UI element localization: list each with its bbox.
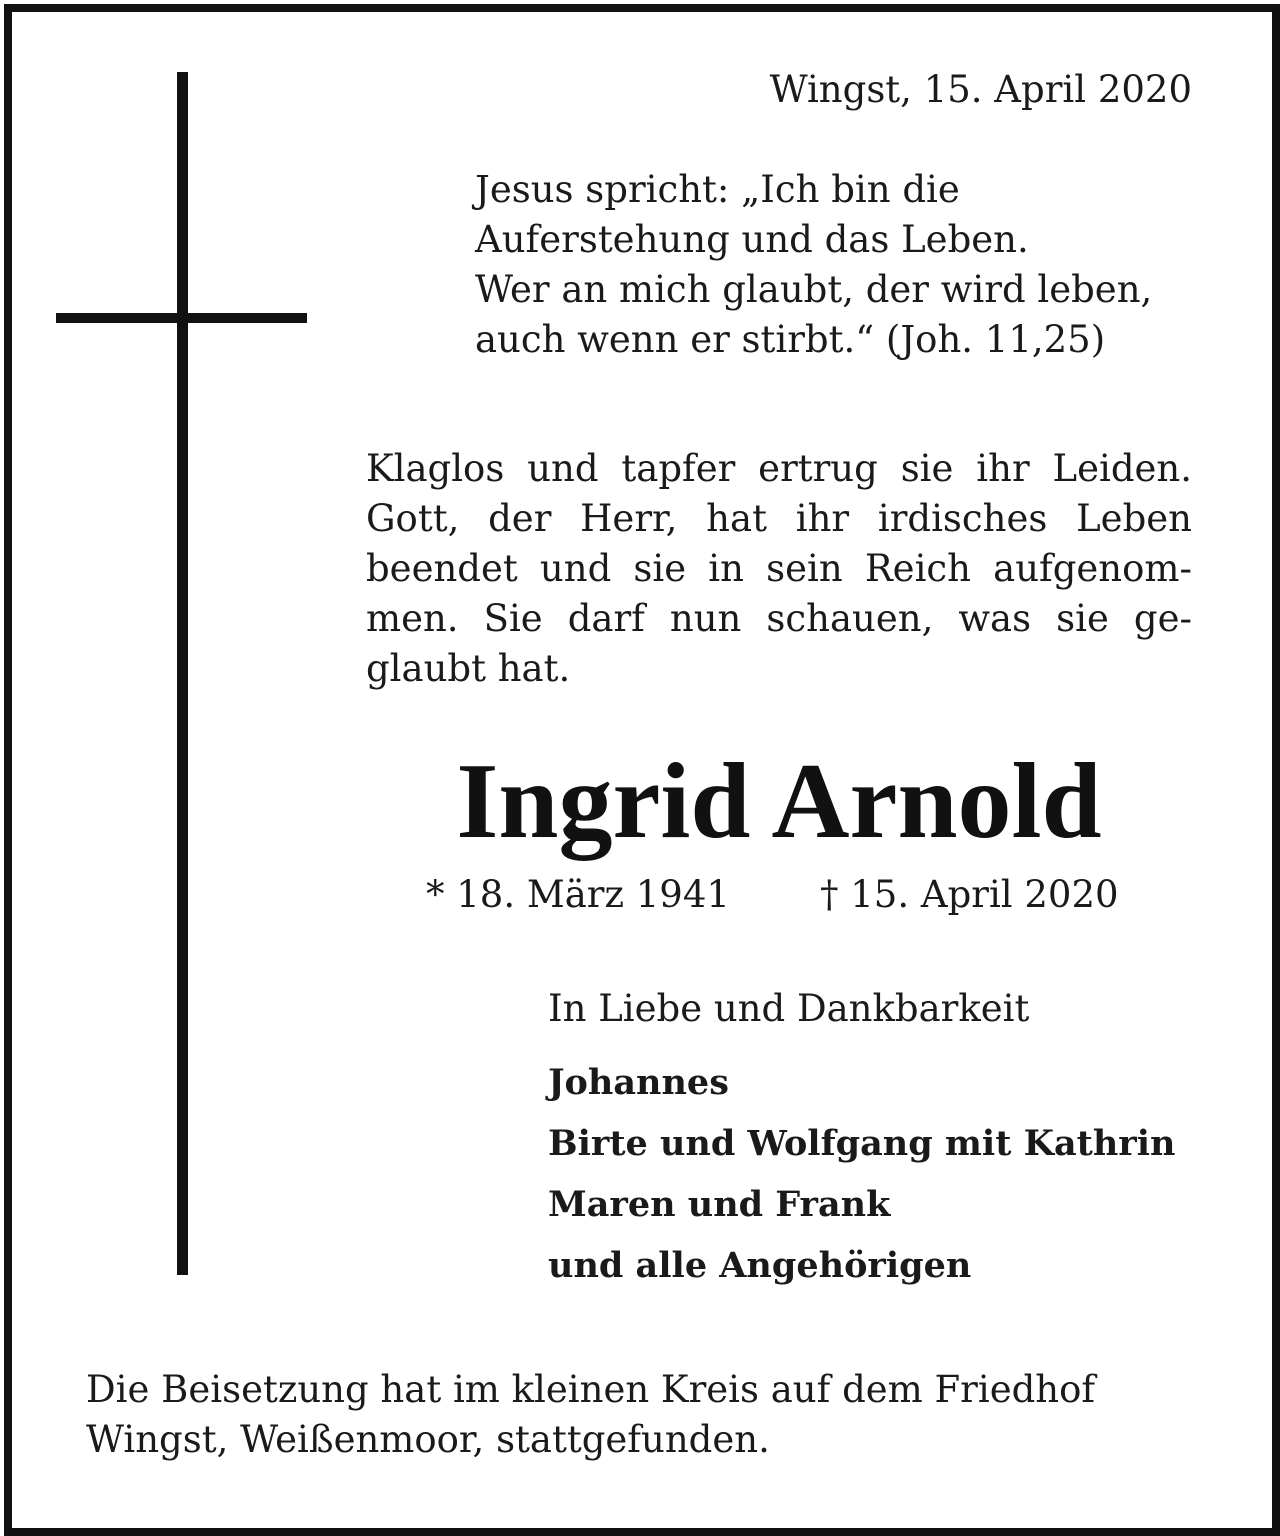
mourner-name: Birte und Wolfgang mit Kathrin xyxy=(548,1123,1176,1164)
verse-line: Wer an mich glaubt, der wird leben, xyxy=(475,268,1153,311)
thanks-line: In Liebe und Dankbarkeit xyxy=(548,987,1030,1030)
footer-line: Die Beisetzung hat im kleinen Kreis auf dem Friedhof xyxy=(86,1368,1096,1411)
birth-date: * 18. März 1941 xyxy=(426,873,730,916)
cross-icon xyxy=(177,72,188,1275)
burial-note xyxy=(86,1365,1192,1465)
cross-bar xyxy=(56,313,307,323)
bible-verse xyxy=(475,165,1152,365)
mourner-name: Maren und Frank xyxy=(548,1184,891,1225)
paragraph-line: beendet und sie in sein Reich aufgenom- xyxy=(366,547,1192,590)
mourner-name: und alle Angehörigen xyxy=(548,1245,972,1286)
paragraph-line: Gott, der Herr, hat ihr irdisches Leben xyxy=(366,497,1192,540)
mourners-list xyxy=(548,1052,1175,1296)
paragraph-line: men. Sie darf nun schauen, was sie ge- xyxy=(366,597,1192,640)
verse-line: auch wenn er stirbt.“ (Joh. 11,25) xyxy=(475,318,1106,361)
mourner-name: Johannes xyxy=(548,1062,729,1103)
paragraph-line: glaubt hat. xyxy=(366,647,571,690)
paragraph-line: Klaglos und tapfer ertrug sie ihr Leiden. xyxy=(366,447,1192,490)
deceased-name: Ingrid Arnold xyxy=(456,742,1102,861)
footer-line: Wingst, Weißenmoor, stattgefunden. xyxy=(86,1418,770,1461)
place-date: Wingst, 15. April 2020 xyxy=(769,68,1192,111)
death-date: † 15. April 2020 xyxy=(820,873,1119,916)
verse-line: Jesus spricht: „Ich bin die xyxy=(475,168,960,211)
memorial-paragraph xyxy=(366,444,1192,694)
verse-line: Auferstehung und das Leben. xyxy=(475,218,1029,261)
